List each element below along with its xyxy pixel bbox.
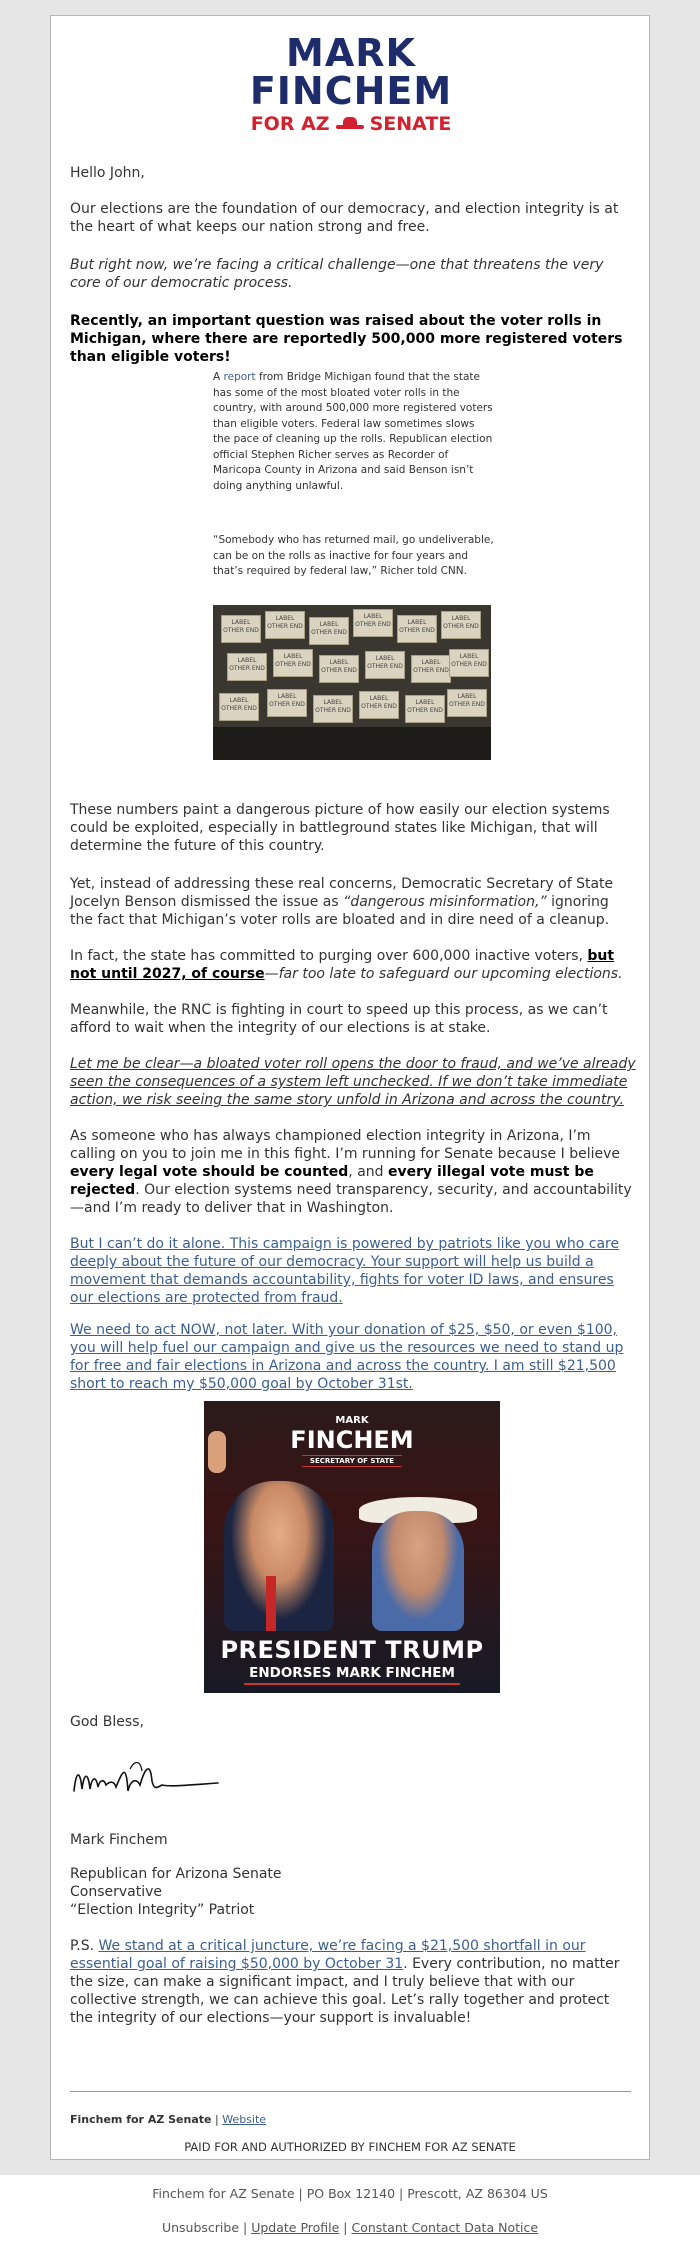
paragraph-benson: [70, 875, 636, 929]
org-separator: |: [211, 2113, 223, 2126]
ballot-label: LABEL OTHER END: [441, 611, 481, 639]
ps-prefix: P.S.: [70, 1938, 99, 1954]
endorsement-underline: [244, 1683, 460, 1685]
logo-sub-right: SENATE: [369, 113, 452, 135]
greeting: Hello John,: [70, 165, 145, 181]
champion-text-a: As someone who has always championed election integrity in Arizona, I’m calling on you to join me in this fight. I’m running for Senate because I believe: [70, 1128, 620, 1162]
ballot-label: LABEL OTHER END: [219, 693, 259, 721]
quote-pre: A: [213, 371, 224, 383]
trump-portrait: [224, 1481, 334, 1631]
paragraph-purge: [70, 947, 636, 983]
email-footer: [0, 2175, 700, 2243]
signer-title-2: Conservative: [70, 1884, 163, 1900]
ballot-label: LABEL OTHER END: [265, 611, 305, 639]
paragraph-clear: Let me be clear—a bloated voter roll opens the door to fraud, and we’ve already seen the consequences of a system left unchecked. If we don’t take immediate action, we risk seeing the same story unfold in Arizona and across the country.: [70, 1056, 636, 1108]
footer-address: Finchem for AZ Senate | PO Box 12140 | Prescott, AZ 86304 US: [152, 2186, 548, 2201]
quote-report: [213, 370, 495, 494]
footer-links: [0, 2220, 700, 2235]
footer-sep-1: |: [239, 2220, 252, 2235]
legal-vote-emphasis: every legal vote should be counted: [70, 1164, 349, 1180]
signer-title-3: “Election Integrity” Patriot: [70, 1902, 255, 1918]
endorsement-headline: PRESIDENT TRUMP: [220, 1636, 484, 1664]
paragraph-challenge: But right now, we’re facing a critical challenge—one that threatens the very core of our democratic process.: [70, 257, 604, 291]
benson-text-c: ignoring the fact that Michigan’s voter rolls are bloated and in dire need of a cleanup.: [70, 894, 610, 928]
ballot-label: LABEL OTHER END: [397, 615, 437, 643]
red-tie: [266, 1576, 276, 1631]
benson-quote: “dangerous misinformation,”: [343, 894, 547, 910]
org-name: Finchem for AZ Senate: [70, 2113, 212, 2126]
logo-subtitle: [239, 112, 463, 136]
ballot-label: LABEL OTHER END: [309, 617, 349, 645]
signer-title-1: Republican for Arizona Senate: [70, 1866, 282, 1882]
ballot-boxes-photo: [213, 605, 491, 760]
campaign-logo: [239, 31, 463, 140]
cowboy-hat-icon: [336, 117, 364, 131]
logo-line-2: FINCHEM: [249, 69, 453, 113]
signer-name: Mark Finchem: [70, 1832, 168, 1848]
paragraph-michigan: Recently, an important question was raised about the voter rolls in Michigan, where there are reportedly 500,000 more registered voters than eligible voters!: [70, 313, 623, 365]
ballot-label: LABEL OTHER END: [365, 651, 405, 679]
ballot-label: LABEL OTHER END: [319, 655, 359, 683]
ballot-label: LABEL OTHER END: [227, 653, 267, 681]
ps-rest: . Every contribution, no matter the size, can make a significant impact, and I truly believe that with our collective strength, we can achieve this goal. Let’s rally together and protect the integrity of our elections—your support is invaluable!: [70, 1956, 620, 2026]
ps-donate-link[interactable]: We stand at a critical juncture, we’re facing a $21,500 shortfall in our essential goal of raising $50,000 by October 31: [70, 1938, 586, 1972]
benson-text-a: Yet, instead of addressing these real concerns, Democratic Secretary of State Jocelyn Benson dismissed the issue as: [70, 876, 614, 910]
champion-text-c: , and: [348, 1164, 388, 1180]
update-profile-link[interactable]: Update Profile: [251, 2220, 340, 2235]
ballot-label: LABEL OTHER END: [411, 655, 451, 683]
ballot-label: LABEL OTHER END: [353, 609, 393, 637]
endorsement-subline: ENDORSES MARK FINCHEM: [249, 1665, 455, 1681]
endorsement-image[interactable]: [204, 1401, 500, 1693]
constant-contact-link[interactable]: Constant Contact Data Notice: [351, 2220, 539, 2235]
signature-image: [70, 1751, 220, 1809]
endorsement-top-3: SECRETARY OF STATE: [302, 1455, 402, 1467]
champion-text-e: . Our election systems need transparency, security, and accountability—and I’m ready to deliver that in Washington.: [70, 1182, 632, 1216]
ballot-label: LABEL OTHER END: [447, 689, 487, 717]
purge-text-c: —far too late to safeguard our upcoming elections.: [264, 966, 623, 982]
purge-text-a: In fact, the state has committed to purging over 600,000 inactive voters,: [70, 948, 588, 964]
endorsement-top-1: MARK: [335, 1415, 369, 1426]
logo-line-1: MARK: [286, 31, 416, 75]
ballot-label: LABEL OTHER END: [405, 695, 445, 723]
quote-richer: “Somebody who has returned mail, go undeliverable, can be on the rolls as inactive for four years and that’s required by federal law,” Richer told CNN.: [213, 534, 494, 577]
unsubscribe-link[interactable]: Unsubscribe: [161, 2220, 240, 2235]
illegal-vote-emphasis: every illegal vote must be rejected: [70, 1164, 594, 1198]
paid-for-notice: PAID FOR AND AUTHORIZED BY FINCHEM FOR AZ SENATE: [184, 2140, 516, 2154]
report-link[interactable]: report: [223, 371, 256, 383]
footer-divider: [70, 2091, 631, 2092]
ballot-label: LABEL OTHER END: [313, 695, 353, 723]
donate-link-act-now[interactable]: We need to act NOW, not later. With your donation of $25, $50, or even $100, you will help fuel our campaign and give us the resources we need to stand up for free and fair elections in Arizona and across the country. I am still $21,500 short to reach my $50,000 goal by October 31st.: [70, 1322, 624, 1392]
paragraph-rnc: Meanwhile, the RNC is fighting in court to speed up this process, as we can’t afford to wait when the integrity of our elections is at stake.: [70, 1002, 608, 1036]
ballot-label: LABEL OTHER END: [273, 649, 313, 677]
ballot-label: LABEL OTHER END: [449, 649, 489, 677]
ballot-label: LABEL OTHER END: [267, 689, 307, 717]
paragraph-numbers: These numbers paint a dangerous picture of how easily our election systems could be exploited, especially in battleground states like Michigan, that will determine the future of this country.: [70, 802, 610, 854]
donate-link-alone[interactable]: But I can’t do it alone. This campaign is powered by patriots like you who care deeply about the future of our democracy. Your support will help us build a movement that demands accountability, fights for voter ID laws, and ensures our elections are protected from fraud.: [70, 1236, 620, 1306]
quote-post: from Bridge Michigan found that the state has some of the most bloated voter rolls in the country, with around 500,000 more registered voters than eligible voters. Federal law sometimes slows the pace of cleaning up the rolls. Republican election official Stephen Richer serves as Recorder of Maricopa County in Arizona and said Benson isn’t doing anything unlawful.: [213, 371, 493, 492]
footer-sep-2: |: [339, 2220, 352, 2235]
ballot-label: LABEL OTHER END: [359, 691, 399, 719]
org-line: [70, 2113, 266, 2127]
finchem-portrait: [372, 1511, 464, 1631]
purge-emphasis: but not until 2027, of course: [70, 948, 615, 982]
paragraph-intro: Our elections are the foundation of our democracy, and election integrity is at the heart of what keeps our nation strong and free.: [70, 201, 619, 235]
paragraph-champion: [70, 1127, 636, 1217]
closing: God Bless,: [70, 1714, 144, 1730]
logo-sub-left: FOR AZ: [250, 113, 330, 135]
postscript: [70, 1937, 636, 2027]
email-body: [50, 15, 650, 2160]
endorsement-top-2: FINCHEM: [290, 1426, 414, 1454]
photo-shadow: [213, 727, 491, 760]
ballot-label: LABEL OTHER END: [221, 615, 261, 643]
website-link[interactable]: Website: [222, 2113, 267, 2126]
thumbs-up-hand: [208, 1431, 226, 1473]
